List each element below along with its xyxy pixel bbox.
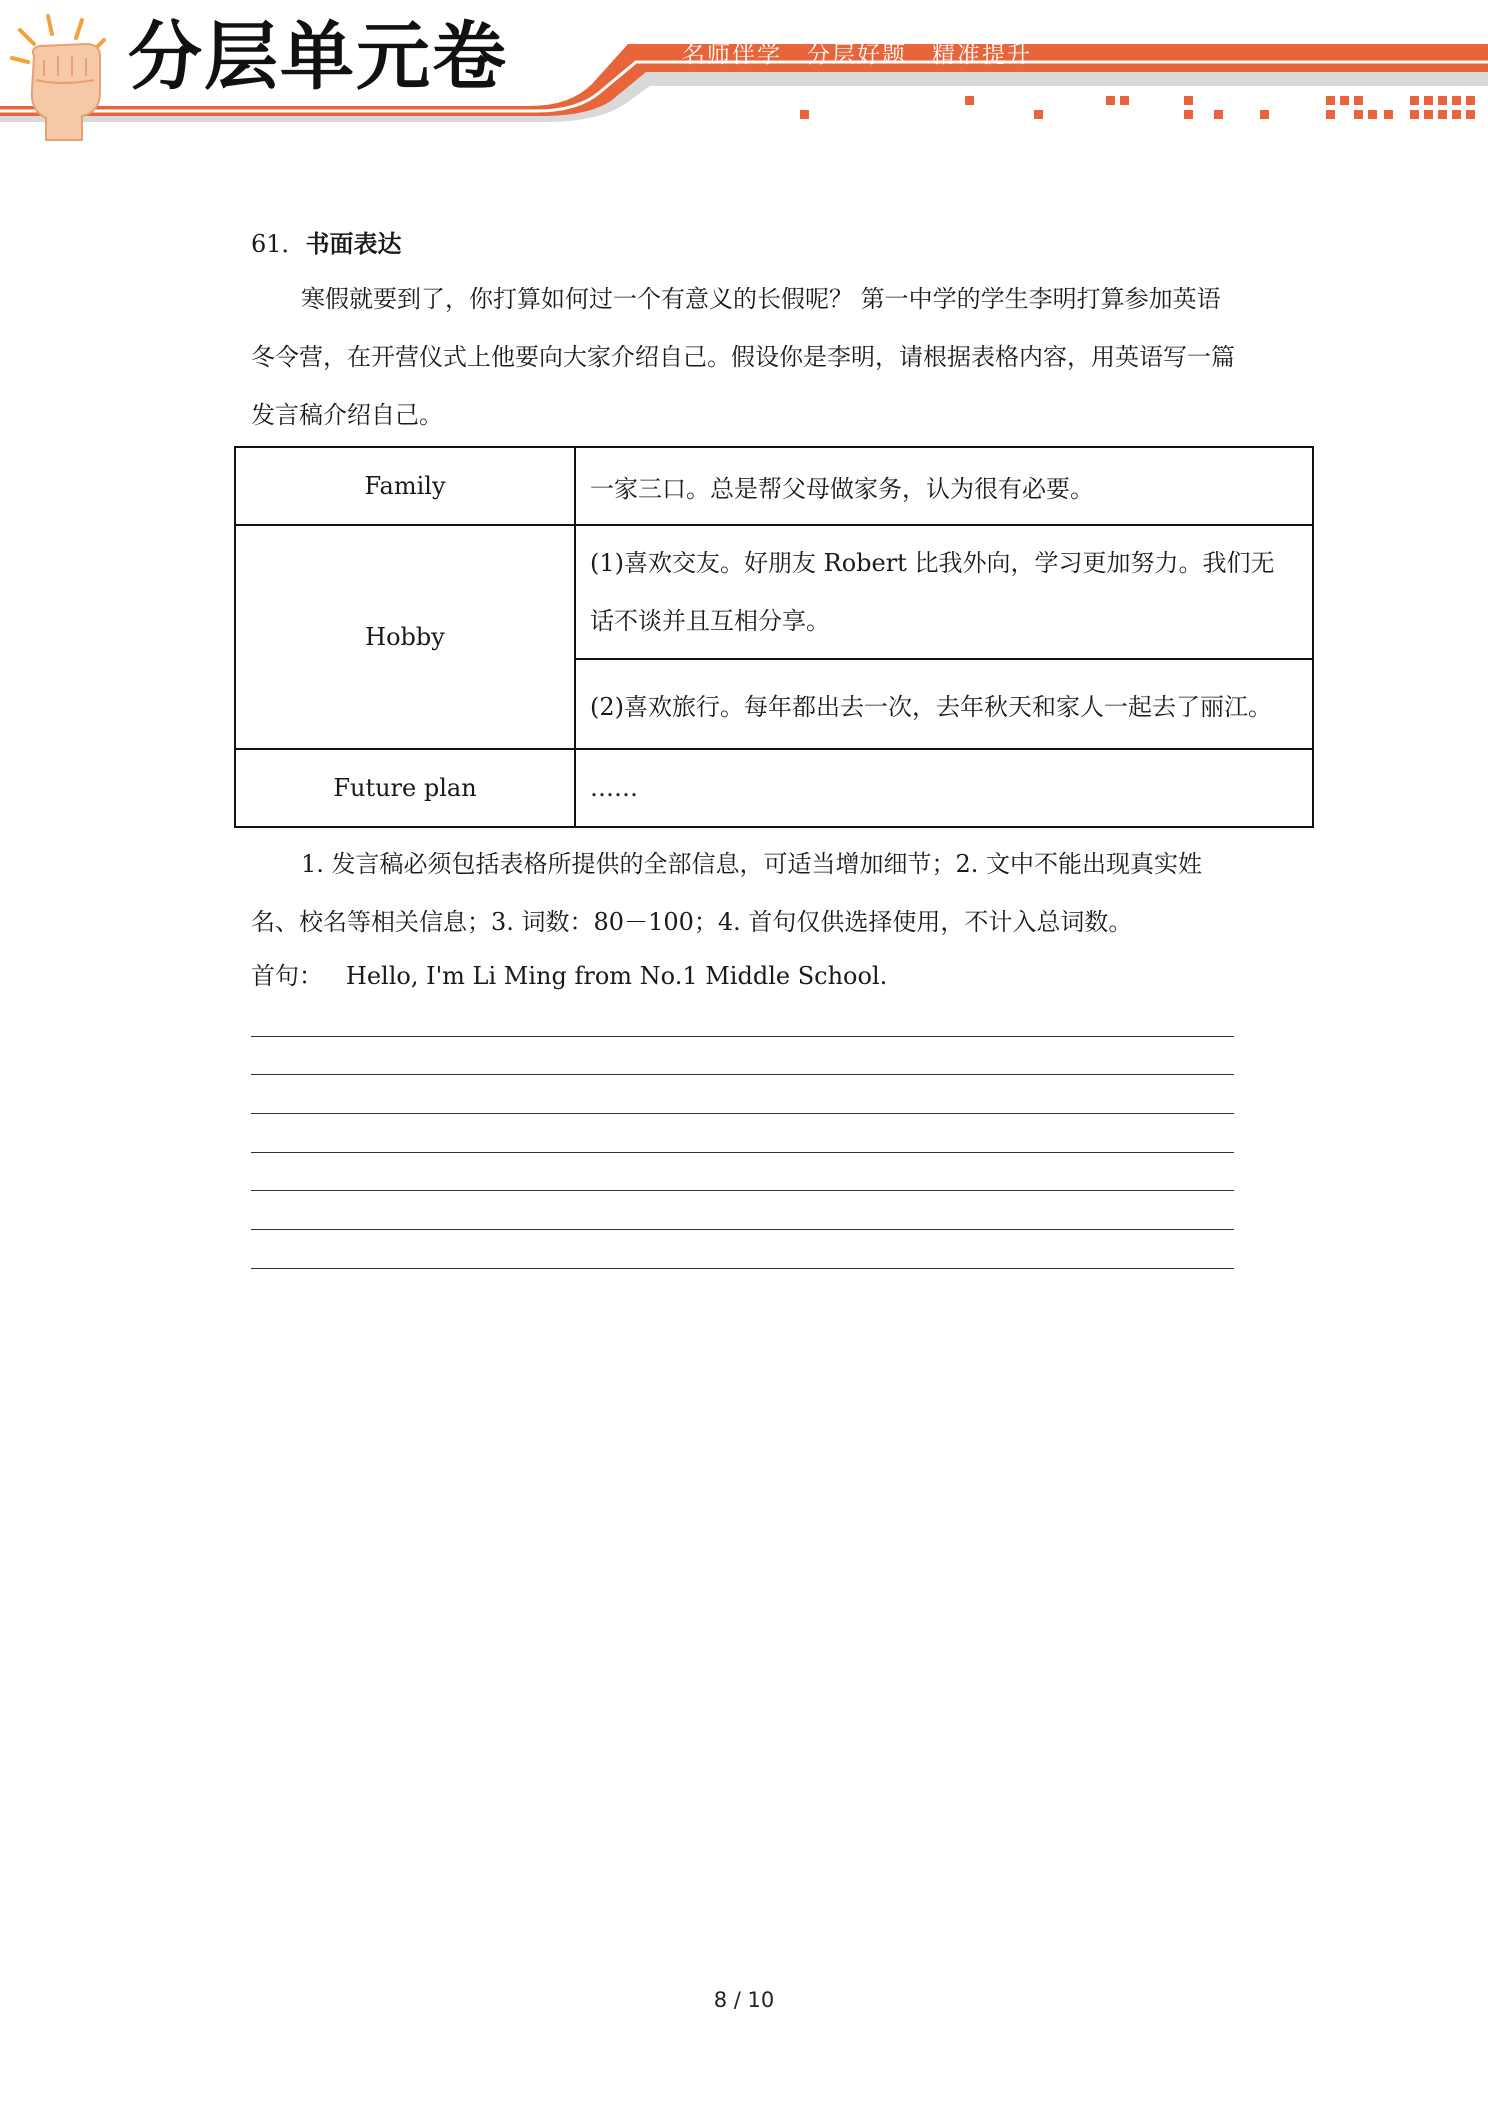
info-table: [234, 446, 1314, 828]
brand-title: 分层单元卷: [128, 14, 508, 100]
first-sentence: [251, 960, 887, 992]
hobby-label: Hobby: [235, 525, 575, 749]
answer-line[interactable]: [251, 1113, 1234, 1114]
page-number: 8 / 10: [713, 1988, 775, 2012]
answer-line[interactable]: [251, 1268, 1234, 1269]
question-type: 书面表达: [305, 230, 402, 258]
answer-line[interactable]: [251, 1036, 1234, 1037]
answer-line[interactable]: [251, 1152, 1234, 1153]
future-plan-label: Future plan: [235, 749, 575, 827]
writing-requirements: 1. 发言稿必须包括表格所提供的全部信息，可适当增加细节；2. 文中不能出现真实姓名、校名等相关信息；3. 词数：80－100；4. 首句仅供选择使用，不计入总词数。: [251, 850, 1203, 936]
pixel-decoration: [800, 96, 1475, 119]
question-heading: [251, 228, 402, 260]
answer-line[interactable]: [251, 1190, 1234, 1191]
page-header: [0, 0, 1488, 150]
family-label: Family: [235, 447, 575, 525]
first-sentence-label: 首句：: [251, 962, 323, 990]
header-slogan: 名师伴学 分层好题 精准提升: [682, 42, 1032, 68]
future-plan-content: ……: [575, 749, 1313, 827]
answer-line[interactable]: [251, 1074, 1234, 1075]
question-number: 61．: [251, 230, 306, 258]
question-intro: 寒假就要到了，你打算如何过一个有意义的长假呢？ 第一中学的学生李明打算参加英语冬令营，在开营仪式上他要向大家介绍自己。假设你是李明，请根据表格内容，用英语写一篇发言稿介绍自己。: [251, 285, 1235, 429]
family-content: 一家三口。总是帮父母做家务，认为很有必要。: [575, 447, 1313, 525]
table-row-future: [235, 749, 1313, 827]
hobby-item-1: (1)喜欢交友。好朋友 Robert 比我外向，学习更加努力。我们无话不谈并且互相分享。: [575, 525, 1313, 659]
first-sentence-text: Hello, I'm Li Ming from No.1 Middle School.: [345, 962, 888, 990]
hobby-item-2: (2)喜欢旅行。每年都出去一次，去年秋天和家人一起去了丽江。: [575, 659, 1313, 749]
table-row-family: [235, 447, 1313, 525]
answer-line[interactable]: [251, 1229, 1234, 1230]
table-row-hobby-1: [235, 525, 1313, 659]
